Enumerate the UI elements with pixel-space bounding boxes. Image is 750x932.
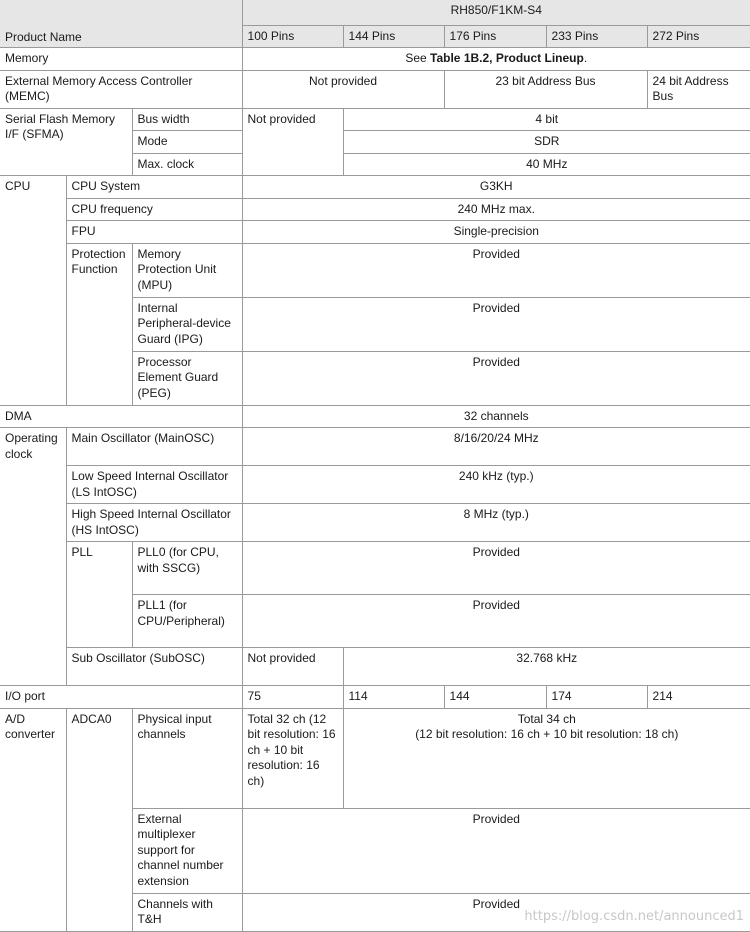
product-group-header <box>242 0 750 25</box>
multiplexer-value: Provided <box>242 808 750 893</box>
ad-converter-label: A/D converter <box>0 708 66 931</box>
io-port-value: 174 <box>546 686 647 709</box>
peg-label: Processor Element Guard (PEG) <box>132 351 242 405</box>
row-pll0 <box>0 542 750 595</box>
pin-header-100 <box>242 25 343 48</box>
product-name-label: Product Name <box>5 29 82 44</box>
pin-header-272 <box>647 25 750 48</box>
operating-clock-label: Operating clock <box>0 428 66 686</box>
fpu-label: FPU <box>66 221 242 244</box>
physical-input-label: Physical input channels <box>132 708 242 808</box>
multiplexer-label: External multiplexer support for channel number extension <box>132 808 242 893</box>
cpu-label: CPU <box>0 176 66 406</box>
row-io-port <box>0 686 750 709</box>
fpu-value: Single-precision <box>242 221 750 244</box>
pll0-label: PLL0 (for CPU, with SSCG) <box>132 542 242 595</box>
table-reference: Table 1B.2, Product Lineup <box>430 51 584 65</box>
memc-value-1: Not provided <box>242 70 444 108</box>
row-memory <box>0 48 750 71</box>
sfma-value: 4 bit <box>343 108 750 131</box>
sfma-param: Max. clock <box>132 153 242 176</box>
row-mpu <box>0 243 750 297</box>
row-cpu-system <box>0 176 750 199</box>
adca0-label: ADCA0 <box>66 708 132 931</box>
product-group-label: RH850/F1KM-S4 <box>450 3 542 17</box>
memc-value-2: 23 bit Address Bus <box>444 70 647 108</box>
memc-value-3: 24 bit Address Bus <box>647 70 750 108</box>
io-port-value: 144 <box>444 686 546 709</box>
row-adc-physical <box>0 708 750 808</box>
pll-label: PLL <box>66 542 132 648</box>
ipg-value: Provided <box>242 297 750 351</box>
dma-label: DMA <box>0 405 242 428</box>
io-port-label: I/O port <box>0 686 242 709</box>
physical-input-value-1: Total 32 ch (12 bit resolution: 16 ch + 10 bit resolution: 16 ch) <box>242 708 343 808</box>
cpu-system-label: CPU System <box>66 176 242 199</box>
hs-intosc-value: 8 MHz (typ.) <box>242 504 750 542</box>
channel-resolution: (12 bit resolution: 16 ch + 10 bit resolution: 18 ch) <box>415 727 679 741</box>
pin-label: 272 Pins <box>652 28 700 43</box>
protection-function-label: Protection Function <box>66 243 132 405</box>
row-fpu <box>0 221 750 244</box>
peg-value: Provided <box>242 351 750 405</box>
sub-osc-value-1: Not provided <box>242 648 343 686</box>
cpu-frequency-label: CPU frequency <box>66 198 242 221</box>
sfma-label: Serial Flash Memory I/F (SFMA) <box>0 108 132 176</box>
th-channels-value: Provided <box>242 893 750 931</box>
sfma-value: SDR <box>343 131 750 154</box>
sfma-value: 40 MHz <box>343 153 750 176</box>
sfma-param: Bus width <box>132 108 242 131</box>
watermark: https://blog.csdn.net/announced1 <box>524 909 744 924</box>
product-name-header <box>0 0 242 48</box>
sfma-not-provided: Not provided <box>242 108 343 176</box>
row-sfma-bus <box>0 108 750 131</box>
total-channels: Total 34 ch <box>517 711 576 726</box>
memory-label: Memory <box>0 48 242 71</box>
sfma-param: Mode <box>132 131 242 154</box>
memory-prefix: See <box>405 51 431 65</box>
main-osc-label: Main Oscillator (MainOSC) <box>66 428 242 466</box>
memory-suffix: . <box>583 51 588 65</box>
row-ls-intosc <box>0 466 750 504</box>
ls-intosc-label: Low Speed Internal Oscillator (LS IntOSC) <box>66 466 242 504</box>
io-port-value: 75 <box>242 686 343 709</box>
pin-label: 100 Pins <box>247 28 295 43</box>
memc-label: External Memory Access Controller (MEMC) <box>0 70 242 108</box>
hs-intosc-label: High Speed Internal Oscillator (HS IntOSC) <box>66 504 242 542</box>
mpu-label: Memory Protection Unit (MPU) <box>132 243 242 297</box>
io-port-value: 214 <box>647 686 750 709</box>
row-cpu-frequency <box>0 198 750 221</box>
memory-value <box>242 48 750 71</box>
pll1-value: Provided <box>242 595 750 648</box>
pin-header-176 <box>444 25 546 48</box>
row-main-osc <box>0 428 750 466</box>
row-hs-intosc <box>0 504 750 542</box>
io-port-value: 114 <box>343 686 444 709</box>
cpu-system-value: G3KH <box>242 176 750 199</box>
sub-osc-value-2: 32.768 kHz <box>343 648 750 686</box>
th-channels-label: Channels with T&H <box>132 893 242 931</box>
pin-label: 233 Pins <box>551 28 599 43</box>
cpu-frequency-value: 240 MHz max. <box>242 198 750 221</box>
mpu-value: Provided <box>242 243 750 297</box>
pin-header-144 <box>343 25 444 48</box>
pin-header-233 <box>546 25 647 48</box>
sub-osc-label: Sub Oscillator (SubOSC) <box>66 648 242 686</box>
ipg-label: Internal Peripheral-device Guard (IPG) <box>132 297 242 351</box>
main-osc-value: 8/16/20/24 MHz <box>242 428 750 466</box>
pin-label: 144 Pins <box>348 28 396 43</box>
pll0-value: Provided <box>242 542 750 595</box>
dma-value: 32 channels <box>242 405 750 428</box>
physical-input-value-2 <box>343 708 750 808</box>
row-memc <box>0 70 750 108</box>
row-sub-osc <box>0 648 750 686</box>
pin-label: 176 Pins <box>449 28 497 43</box>
ls-intosc-value: 240 kHz (typ.) <box>242 466 750 504</box>
row-dma <box>0 405 750 428</box>
pll1-label: PLL1 (for CPU/Peripheral) <box>132 595 242 648</box>
